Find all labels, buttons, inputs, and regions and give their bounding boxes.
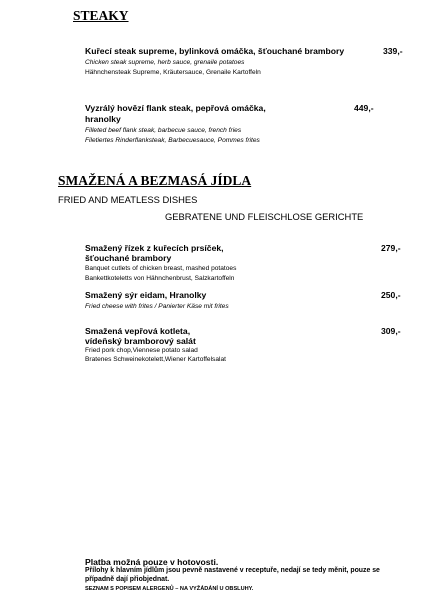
item-description-en: Banquet cutlets of chicken breast, mashed potatoes (85, 265, 237, 272)
item-price: 250,- (381, 290, 401, 300)
item-name-line1: Vyzrálý hovězí flank steak, pepřová omáčka, (85, 103, 266, 113)
item-description-en: Fried pork chop,Viennese potato salad (85, 347, 198, 354)
item-description-en: Filleted beef flank steak, barbecue sauce, french fries (85, 127, 242, 134)
allergen-note: SEZNAM S POPISEM ALERGENŮ – NA VYŽÁDÁNÍ U OBSLUHY. (85, 586, 254, 592)
item-description: Fried cheese with frites / Panierter Käse mit frites (85, 303, 229, 310)
sides-note-line1: Přílohy k hlavním jídlům jsou pevně nastavené v receptuře, nedají se tedy měnit, pouze se (85, 567, 380, 574)
item-description-de: Filetiertes Rinderflanksteak, Barbecuesauce, Pommes frites (85, 137, 260, 144)
section-subtitle-en: FRIED AND MEATLESS DISHES (58, 194, 198, 205)
item-name-line2: šťouchané brambory (85, 253, 172, 263)
item-description-de: Bankettkoteletts von Hähnchenbrust, Salzkartoffeln (85, 275, 235, 282)
section-title-steaky: STEAKY (73, 8, 129, 23)
item-name: Kuřecí steak supreme, bylinková omáčka, šťouchané brambory (85, 46, 345, 56)
item-name: Smažený sýr eidam, Hranolky (85, 290, 207, 300)
section-subtitle-de: GEBRATENE UND FLEISCHLOSE GERICHTE (165, 211, 364, 222)
section-title-smazena: SMAŽENÁ A BEZMASÁ JÍDLA (58, 173, 252, 188)
item-name-line1: Smažený řízek z kuřecích prsíček, (85, 243, 224, 253)
item-price: 339,- (383, 46, 403, 56)
payment-note: Platba možná pouze v hotovosti. (85, 557, 219, 567)
item-price: 279,- (381, 243, 401, 253)
item-description-de: Hähnchensteak Supreme, Kräutersauce, Grenaile Kartoffeln (85, 69, 261, 76)
item-name-line2: vídeňský bramborový salát (85, 336, 196, 346)
item-description-de: Bratenes Schweinekotelett,Wiener Kartoffelsalat (85, 356, 226, 363)
item-price: 309,- (381, 326, 401, 336)
item-name-line2: hranolky (85, 114, 121, 124)
sides-note-line2: případně dají přiobjednat. (85, 576, 170, 583)
item-price: 449,- (354, 103, 374, 113)
item-name-line1: Smažená vepřová kotleta, (85, 326, 191, 336)
item-description-en: Chicken steak supreme, herb sauce, grenaile potatoes (85, 59, 245, 66)
